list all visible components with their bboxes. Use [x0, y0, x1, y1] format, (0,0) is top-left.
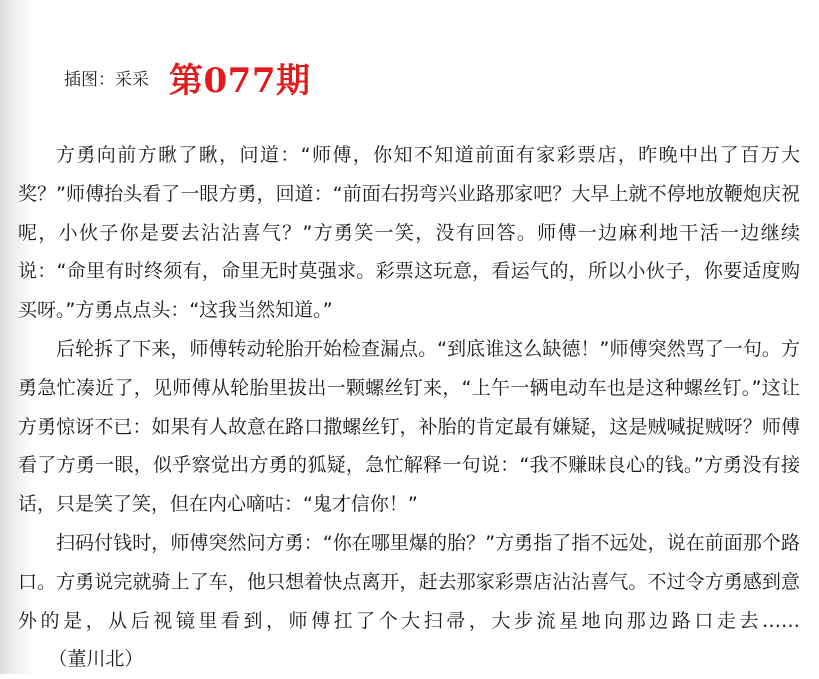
author-signature: （董川北）	[48, 648, 144, 671]
article-header	[64, 52, 310, 102]
paragraph-2: 后轮拆了下来，师傅转动轮胎开始检查漏点。“到底谁这么缺德！”师傅突然骂了一句。方勇急忙凑近了，见师傅从轮胎里拔出一颗螺丝钉来，“上午一辆电动车也是这种螺丝钉。”这让方勇惊讶不已：如果有人故意在路口撒螺丝钉，补胎的肯定最有嫌疑，这是贼喊捉贼呀？师傅看了方勇一眼，似乎察觉出方勇的狐疑，急忙解释一句说：“我不赚昧良心的钱。”方勇没有接话，只是笑了笑，但在内心嘀咕：“鬼才信你！”	[18, 337, 800, 516]
illustration-credit: 插图：采采	[64, 69, 149, 90]
issue-number: 第077期	[169, 60, 311, 101]
article-body	[18, 136, 800, 679]
paragraph-3-text: 扫码付钱时，师傅突然问方勇：“你在哪里爆的胎？”方勇指了指不远处，说在前面那个路口。方勇说完就骑上了车，他只想着快点离开，赶去那家彩票店沾沾喜气。不过令方勇感到意外的是，从后视镜里看到，师傅扛了个大扫帚，大步流星地向那边路口走去……	[18, 531, 800, 632]
paragraph-1: 方勇向前方瞅了瞅，问道：“师傅，你知不知道前面有家彩票店，昨晚中出了百万大奖？”师傅抬头看了一眼方勇，回道：“前面右拐弯兴业路那家吧？大早上就不停地放鞭炮庆祝呢，小伙子你是要去沾沾喜气？”方勇笑一笑，没有回答。师傅一边麻利地干活一边继续说：“命里有时终须有，命里无时莫强求。彩票这玩意，看运气的，所以小伙子，你要适度购买呀。”方勇点点头：“这我当然知道。”	[18, 144, 800, 322]
paragraph-3	[18, 524, 800, 679]
